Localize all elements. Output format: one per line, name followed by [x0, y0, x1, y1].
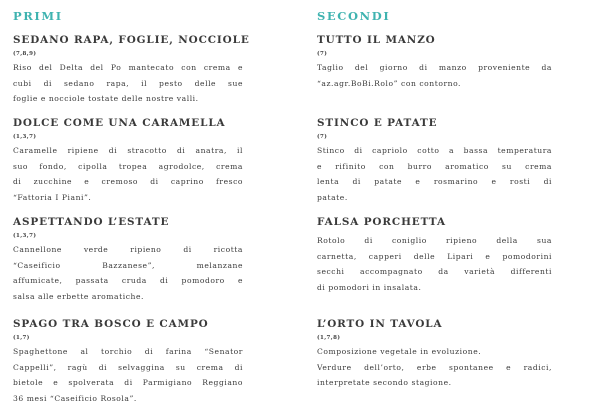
- description-line: e rifinito con burro aromatico su crema: [317, 161, 552, 171]
- dish-description: [317, 344, 552, 391]
- description-line: Riso del Delta del Po mantecato con crema e: [13, 63, 243, 72]
- description-line: Stinco di capriolo cotto a bassa temperatura: [317, 146, 552, 155]
- dish-allergens: (1,7,8): [317, 335, 341, 341]
- description-line: foglie e nocciole tostate delle nostre valli.: [13, 94, 199, 104]
- dish-allergens: (1,3,7): [13, 134, 37, 140]
- dish-orto-tavola: [317, 318, 552, 391]
- dish-title: FALSA PORCHETTA: [317, 216, 446, 228]
- description-line: salsa alle erbette aromatiche.: [13, 291, 144, 301]
- description-line: di pomodori in insalata.: [317, 282, 422, 292]
- description-line: interpretate secondo stagione.: [317, 378, 452, 388]
- dish-allergens: (1,7): [13, 335, 30, 341]
- description-line: Cappelli”, ragù di selvaggina su crema di: [13, 362, 243, 372]
- dish-description: [13, 60, 243, 107]
- dish-description: [13, 143, 243, 205]
- description-line: “Fattoria I Piani”.: [13, 192, 92, 202]
- dish-description: [317, 60, 552, 91]
- dish-description: [13, 344, 243, 406]
- dish-title: SEDANO RAPA, FOGLIE, NOCCIOLE: [13, 34, 250, 46]
- dish-allergens: (7): [317, 134, 328, 140]
- description-line: Spaghettone al torchio di farina “Senator: [13, 347, 243, 356]
- description-line: cubi di sedano rapa, il pesto delle sue: [13, 78, 243, 88]
- primi-column: [13, 9, 250, 403]
- dish-allergens: (7): [317, 51, 328, 57]
- dish-allergens: (1,3,7): [13, 233, 37, 239]
- secondi-heading: SECONDI: [317, 9, 391, 23]
- description-line: Rotolo di coniglio ripieno della sua: [317, 236, 552, 245]
- description-line: di zucchine e cremoso di caprino fresco: [13, 177, 243, 187]
- dish-title: DOLCE COME UNA CARAMELLA: [13, 117, 226, 129]
- description-line: Verdure dell’orto, erbe spontanee e radici,: [317, 362, 552, 372]
- dish-title: TUTTO IL MANZO: [317, 34, 436, 46]
- dish-falsa-porchetta: [317, 216, 552, 295]
- dish-allergens: (7,8,9): [13, 51, 37, 57]
- description-line: carnetta, capperi delle Lipari e pomodorini: [317, 251, 552, 261]
- description-line: lenta di patate e rosmarino e rosti di: [317, 177, 552, 187]
- dish-title: ASPETTANDO L’ESTATE: [13, 216, 170, 228]
- dish-description: [317, 233, 552, 295]
- secondi-column: [317, 9, 552, 388]
- description-line: affumicate, passata cruda di pomodoro e: [13, 276, 243, 286]
- dish-dolce-caramella: [13, 117, 243, 205]
- dish-sedano-rapa: [13, 34, 250, 107]
- dish-stinco-patate: [317, 117, 552, 205]
- description-line: Caramelle ripiene di stracotto di anatra, il: [13, 146, 243, 155]
- primi-heading: PRIMI: [13, 9, 63, 23]
- description-line: suo fondo, cipolla tropea agrodolce, crema: [13, 161, 243, 171]
- description-line: bietole e spolverata di Parmigiano Reggiano: [13, 378, 243, 388]
- dish-tutto-manzo: [317, 34, 552, 91]
- dish-description: [13, 242, 243, 304]
- dish-title: L’ORTO IN TAVOLA: [317, 318, 443, 330]
- description-line: “az.agr.BoBi.Rolo” con contorno.: [317, 78, 462, 88]
- description-line: 36 mesi “Caseificio Rosola”.: [13, 393, 137, 403]
- description-line: Composizione vegetale in evoluzione.: [317, 347, 482, 356]
- dish-description: [317, 143, 552, 205]
- description-line: Taglio del giorno di manzo proveniente da: [317, 63, 552, 72]
- dish-title: STINCO E PATATE: [317, 117, 438, 129]
- description-line: patate.: [317, 192, 348, 202]
- dish-aspettando-estate: [13, 216, 243, 304]
- description-line: “Caseificio Bazzanese”, melanzane: [13, 260, 243, 270]
- description-line: Cannellone verde ripieno di ricotta: [13, 245, 243, 254]
- dish-title: SPAGO TRA BOSCO E CAMPO: [13, 318, 209, 330]
- description-line: secchi accompagnato da varietà differenti: [317, 267, 552, 277]
- dish-spago-bosco-campo: [13, 318, 243, 406]
